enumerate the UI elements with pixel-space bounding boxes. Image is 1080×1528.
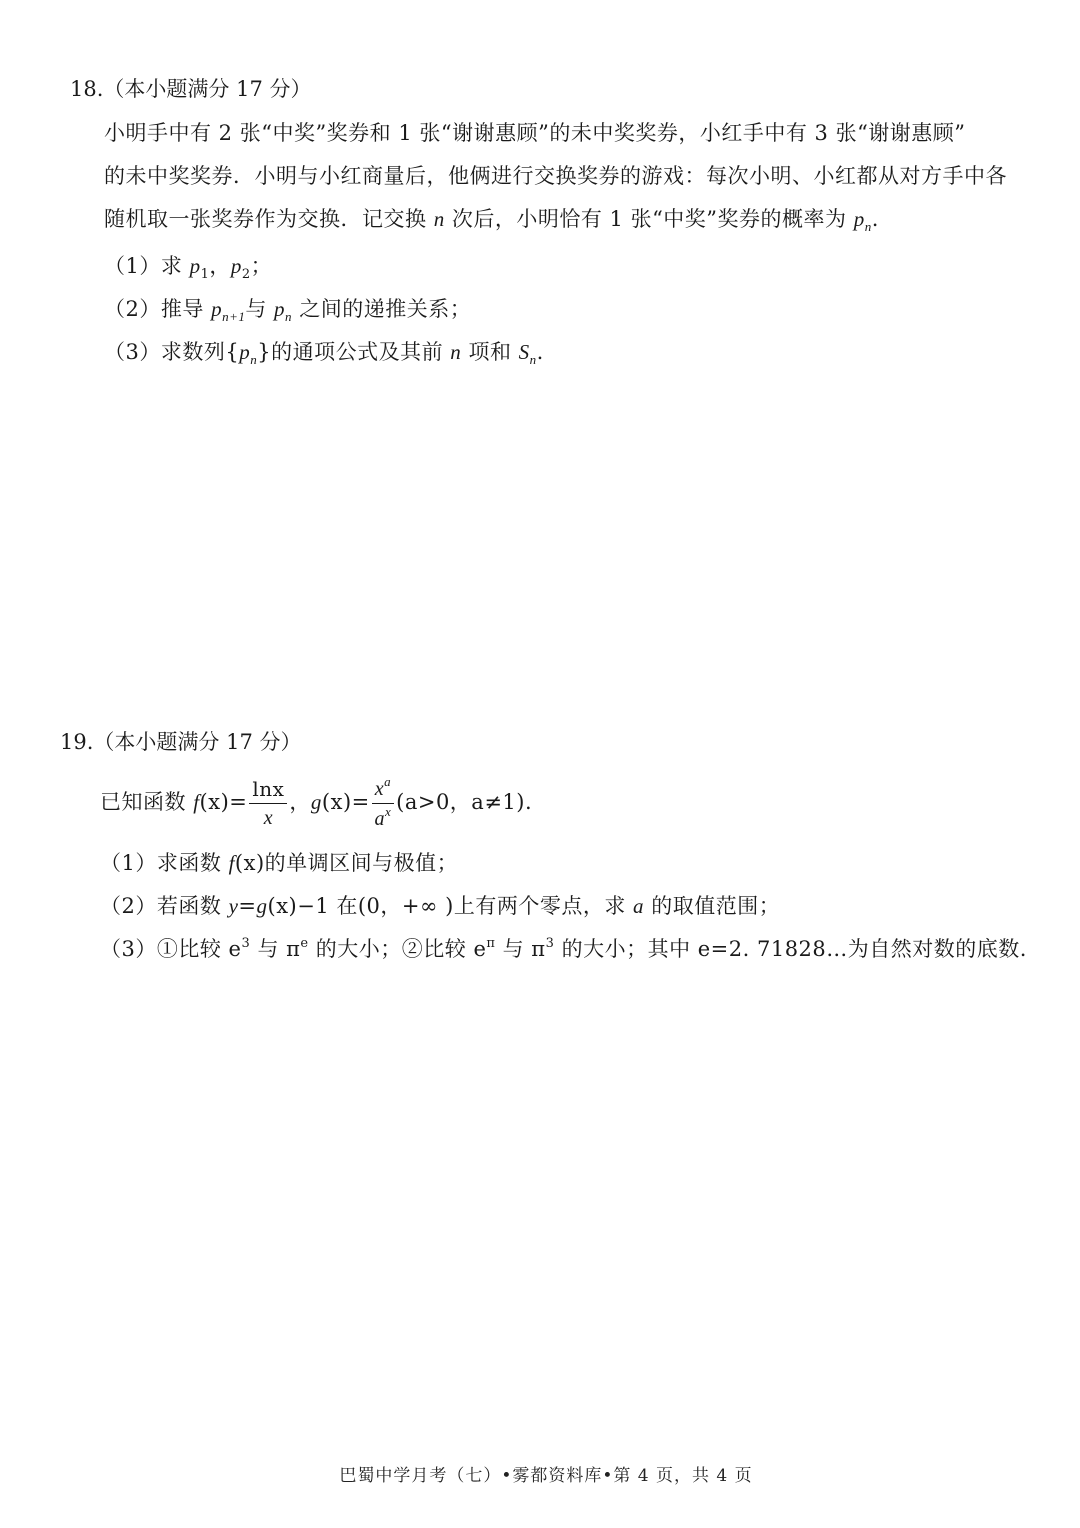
q18-stem-text: 次后，小明恰有 1 张“中奖”奖券的概率为	[444, 207, 854, 231]
exponent: 3	[545, 936, 555, 951]
q19-part3	[100, 934, 1027, 964]
part-text: 推导	[160, 297, 212, 321]
q18-part1	[104, 251, 272, 281]
func-f: f	[228, 851, 235, 875]
q18-stem-text: 随机取一张奖券作为交换．记交换	[104, 207, 434, 231]
fraction-xa-over-ax	[372, 776, 394, 831]
q18-header	[70, 75, 311, 103]
part-text: (x)的单调区间与极值；	[234, 851, 459, 875]
part-text: 与 π	[250, 937, 301, 961]
part-text: 求函数	[156, 851, 229, 875]
fraction-numerator: lnx	[249, 777, 287, 804]
func-f: f	[193, 790, 200, 814]
fraction-denominator: x	[263, 807, 274, 829]
part-label: （2）	[100, 894, 157, 918]
part-text: 求数列{	[160, 340, 240, 364]
exponent-a: a	[384, 774, 392, 789]
exponent: π	[486, 936, 496, 951]
q18-part3	[104, 337, 544, 367]
var-p: p	[853, 207, 865, 231]
part-text: 之间的递推关系；	[292, 297, 472, 321]
fraction-numerator	[372, 776, 394, 804]
func-g: g	[310, 790, 322, 814]
var-p: p	[239, 340, 251, 364]
part-label: （1）	[104, 254, 161, 278]
part-text: 的大小；其中 e=2. 71828…为自然对数的底数.	[554, 937, 1027, 961]
footer-text: 巴蜀中学月考（七）•雾都资料库•第 4 页，共 4 页	[339, 1466, 753, 1486]
var-p: p	[211, 297, 223, 321]
subscript-n: n	[529, 352, 537, 367]
separator: ，	[209, 254, 231, 278]
part-text: 求	[160, 254, 190, 278]
exponent-x: x	[385, 804, 392, 819]
q18-score: （本小题满分 17 分）	[103, 77, 312, 101]
func-arg: (x)=	[321, 790, 370, 814]
part-text: (x)−1 在(0，+∞ )上有两个零点，求	[267, 894, 634, 918]
base-a: a	[374, 808, 386, 830]
q19-header	[60, 728, 301, 756]
var-a: a	[633, 894, 645, 918]
subscript-n: n	[864, 219, 872, 234]
part-text: }的通项公式及其前	[257, 340, 451, 364]
q18-part2	[104, 294, 471, 324]
exponent: e	[300, 936, 309, 951]
var-p: p	[230, 254, 242, 278]
part-text: 与 π	[495, 937, 546, 961]
part-label: （3）	[104, 340, 161, 364]
func-arg: (x)=	[199, 790, 248, 814]
part-text: 与	[245, 297, 275, 321]
func-g: g	[256, 894, 268, 918]
var-n: n	[433, 207, 445, 231]
q18-stem-line2: 的未中奖奖券．小明与小红商量后，他俩进行交换奖券的游戏：每次小明、小红都从对方手中各	[104, 164, 1007, 188]
base-x: x	[374, 778, 385, 800]
subscript-1: 1	[200, 267, 210, 282]
subscript-n: n	[285, 309, 293, 324]
stem-text: 已知函数	[100, 790, 194, 814]
period: .	[536, 340, 544, 364]
q19-part1	[100, 848, 458, 878]
q18-number: 18.	[70, 77, 104, 101]
subscript-n-plus-1: n+1	[222, 309, 246, 324]
equals: =	[238, 894, 257, 918]
part-text: 的大小；②比较 e	[308, 937, 487, 961]
fraction-lnx-over-x	[249, 777, 287, 830]
var-n: n	[450, 340, 462, 364]
var-y: y	[228, 894, 239, 918]
condition: (a>0，a≠1).	[396, 790, 533, 814]
q18-stem-line1: 小明手中有 2 张“中奖”奖券和 1 张“谢谢惠顾”的未中奖奖券，小红手中有 3 张“谢谢惠顾”	[104, 121, 966, 145]
part-label: （2）	[104, 297, 161, 321]
part-label: （1）	[100, 851, 157, 875]
q19-score: （本小题满分 17 分）	[93, 730, 302, 754]
subscript-n: n	[250, 352, 258, 367]
part-end: ；	[250, 254, 273, 278]
q19-part2	[100, 891, 780, 921]
separator: ，	[289, 790, 311, 814]
q19-stem	[100, 772, 532, 832]
part-text: ①比较 e	[156, 937, 242, 961]
part-text: 项和	[461, 340, 519, 364]
var-S: S	[518, 340, 530, 364]
part-text: 的取值范围；	[644, 894, 781, 918]
q18-stem-line3	[104, 204, 879, 234]
exponent: 3	[241, 936, 251, 951]
var-p: p	[274, 297, 286, 321]
fraction-denominator	[372, 804, 394, 831]
q19-number: 19.	[60, 730, 94, 754]
period: .	[871, 207, 879, 231]
page-footer	[0, 1461, 1080, 1486]
subscript-2: 2	[241, 267, 251, 282]
part-label: （3）	[100, 937, 157, 961]
var-p: p	[189, 254, 201, 278]
part-text: 若函数	[156, 894, 229, 918]
